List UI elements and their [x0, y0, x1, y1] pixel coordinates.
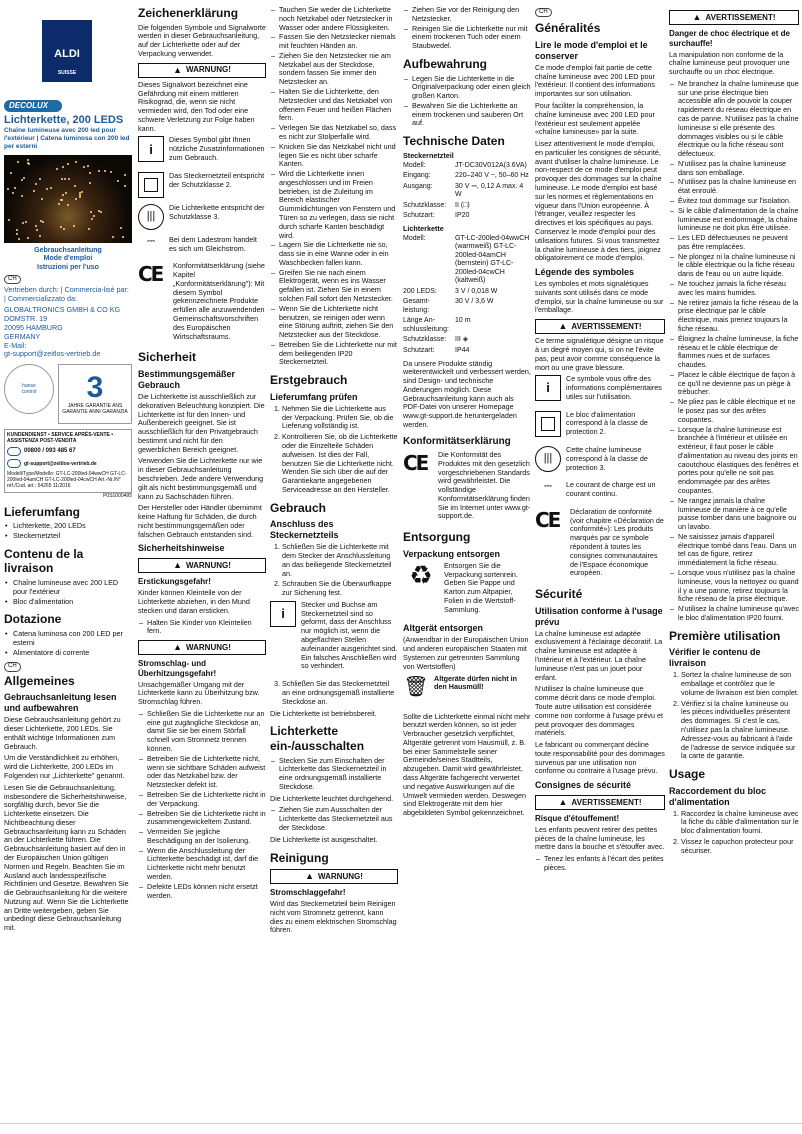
- column-1: [4, 6, 132, 936]
- warning-box: ▲ AVERTISSEMENT!: [669, 10, 799, 25]
- list-dotazione: • Catena luminosa con 200 LED per esterni • Alimentatore di corrente: [4, 630, 132, 657]
- led-dot: [35, 183, 37, 185]
- led-dot: [90, 211, 92, 213]
- heading-konformitaet: Konformitätserklärung: [403, 435, 511, 447]
- led-dot: [14, 187, 16, 189]
- list: – Ne branchez la chaîne lumineuse que sur une prise électrique bien accessible afin de pouvoir la couper rapidement du réseau électrique en cas de panne. N'utilisez pas la chaîne lumineuse si elle présente des dommages visibles ou si le câble électrique ou la fiche réseau sont défectueux. – N'utilisez pas la chaîne lumineuse dans son emballage. – N'utilisez pas la chaîne lumineuse en état enroulé. – Évitez tout dommage sur l'isolation. – Si le câble d'alimentation de la chaîne lumineuse est endommagé, la chaîne lumineuse ne doit plus être utilisée. – Les LED défectueuses ne peuvent pas être remplacées. – Ne plongez ni la chaîne lumineuse ni le câble électrique ou la fiche réseau dans de l'eau ou un autre liquide. – Ne touchez jamais la fiche réseau avec les mains humides. – Ne retirez jamais la fiche réseau de la prise électrique par le câble électrique, mais prenez toujours la fiche réseau. – Éloignez la chaîne lumineuse, la fiche réseau et le câble électrique de flammes nues et de surfaces chaudes. – Placez le câble électrique de façon à ce qu'il ne devienne pas un piège à trébucher. – Ne pliez pas le câble électrique et ne le posez pas sur des arêtes coupantes. – Lorsque la chaîne lumineuse est branchée à l'intérieur et utilisée en extérieur, il faut poser le câble d'alimentation au niveau des joints en caoutchouc élastiques des fenêtres et portes pour qu'elle ne soit pas endommagée par des arêtes coupantes. – Ne rangez jamais la chaîne lumineuse de manière à ce qu'elle puisse tomber dans une baignoire ou un lavabo. – Ne saisissez jamais d'appareil électrique tombé dans l'eau. Dans un tel cas de figure, retirez immédiatement la fiche réseau. – Lorsque vous n'utilisez pas la chaîne lumineuse, vous la nettoyez ou quand il y a une panne, retirez toujours la fiche réseau de la prise électrique. – N'utilisez la chaîne lumineuse qu'avec le bloc d'alimentation IP20 fourni.: [669, 80, 799, 623]
- heading-allgemeines: Allgemeines: [4, 673, 75, 688]
- led-dot: [117, 180, 119, 182]
- protection-class-2-icon: [535, 411, 561, 437]
- led-dot: [120, 227, 122, 229]
- warning-triangle-icon: ▲: [692, 12, 702, 23]
- heading-zeichen: Zeichenerklärung: [138, 6, 239, 20]
- list: – Halten Sie Kinder von Kleinteilen fern.: [138, 619, 266, 637]
- led-dot: [75, 161, 77, 163]
- symbol-text: Die Lichterkette entspricht der Schutzklasse 3.: [169, 202, 265, 221]
- led-dot: [22, 222, 24, 224]
- heading-legende: Légende des symboles: [535, 267, 635, 278]
- heading-erstickung: Erstickungsgefahr!: [138, 577, 211, 587]
- heading-aufbewahrung: Aufbewahrung: [403, 56, 487, 71]
- dc-current-icon: ⎓: [544, 481, 552, 493]
- symbol-text: Le bloc d'alimentation correspond à la classe de protection 2.: [566, 409, 648, 437]
- protection-class-2-icon: [138, 172, 164, 198]
- heading-verifier: Vérifier le contenu de livraison: [669, 647, 761, 669]
- email-link[interactable]: gt-support@zeitlos-vertrieb.de: [4, 349, 101, 359]
- symbol-text: Cette chaîne lumineuse correspond à la classe de protection 3.: [566, 444, 648, 472]
- numbered-list: 1. Sortez la chaîne lumineuse de son emballage et contrôlez que le volume de livraison est bien complet. 2. Vérifiez si la chaîne lumineuse ou les pièces individuelles présentent des dommages. Si c'est le cas, n'utilisez pas la chaîne lumineuse. Adressez-vous au fabricant à l'aide de l'adresse de service indiquée sur la carte de garantie.: [681, 671, 799, 761]
- led-dot: [56, 168, 58, 170]
- paragraph: Unsachgemäßer Umgang mit der Lichterkette kann zu Überhitzung bzw. Stromschlag führen.: [138, 679, 260, 707]
- led-dot: [74, 185, 76, 187]
- led-dot: [23, 177, 25, 179]
- warning-triangle-icon: ▲: [173, 64, 183, 75]
- heading-verpackung: Verpackung entsorgen: [403, 548, 501, 559]
- led-dot: [62, 194, 64, 196]
- led-dot: [12, 192, 14, 194]
- heading-strom: Stromschlag- und Überhitzungsgefahr!: [138, 659, 217, 678]
- warning-box: ▲ AVERTISSEMENT!: [535, 795, 665, 810]
- led-dot: [61, 178, 63, 180]
- led-dot: [110, 171, 112, 173]
- led-dot: [46, 188, 48, 190]
- warning-triangle-icon: ▲: [305, 871, 315, 882]
- paragraph: La chaîne lumineuse est adaptée exclusivement à l'éclairage décoratif. La chaîne lumineuse est adaptée à l'intérieur et à l'extérieur. La chaîne lumineuse n'est pas un jouet pour enfant.: [535, 628, 663, 682]
- warning-box: ▲ AVERTISSEMENT!: [535, 319, 665, 334]
- list: – Ziehen Sie zum Ausschalten der Lichterkette das Steckernetzteil aus der Steckdose.: [270, 806, 398, 832]
- protection-class-3-icon: |||: [138, 204, 164, 230]
- heading-technische-daten: Technische Daten: [403, 134, 505, 149]
- led-dot: [75, 198, 77, 200]
- page-bottom-rule: [0, 1123, 802, 1124]
- guarantee-badge: 3 JAHRE GARANTIE ANS GARANTIE ANNI GARANZIA: [58, 364, 132, 424]
- manual-title-it: Istruzioni per l'uso: [37, 263, 99, 271]
- numbered-list: 1. Schließen Sie die Lichterkette mit dem Stecker der Anschlussleitung an das beiliegende Steckernetzteil an. 2. Schrauben Sie die Überwurfkappe zur Sicherung fest.: [282, 543, 398, 598]
- heading-lire: Lire le mode d'emploi et le conserver: [535, 39, 648, 61]
- led-dot: [7, 188, 9, 190]
- led-dot: [21, 195, 23, 197]
- protection-class-3-icon: |||: [535, 446, 561, 472]
- led-dot: [100, 211, 102, 213]
- led-dot: [39, 178, 41, 180]
- paragraph: Die folgenden Symbole und Signalworte werden in dieser Gebrauchsanleitung, auf der Lichterkette oder auf der Verpackung verwendet.: [138, 22, 266, 58]
- column-6: [669, 6, 799, 859]
- ce-mark-icon: CE: [535, 507, 560, 532]
- tech-table-lichterkette: Modell: GT-LC-200led-04wwCH (warmweiß) GT-LC-200led-04amCH (bernstein) GT-LC-200led-04cwCH (kaltweiß) 200 LEDS: 3 V / 0,018 W Gesamt-leistung: 30 V / 3,6 W Länge An-schlussleitung: 10 m Schutzklasse: III ◈ Schutzart: IP44: [403, 234, 530, 354]
- crossed-bin-icon: 🗑: [403, 675, 429, 698]
- led-dot: [27, 159, 29, 161]
- symbol-text: Bei dem Ladestrom handelt es sich um Gleichstrom.: [169, 234, 257, 253]
- led-dot: [50, 187, 52, 189]
- subheading-stecker: Steckernetzteil: [403, 150, 454, 160]
- heading-securite: Sécurité: [535, 587, 583, 602]
- product-subtitle: Chaîne lumineuse avec 200 led pour l'extérieur | Catena luminosa con 200 led per esterni: [4, 127, 130, 150]
- heading-hinweise: Sicherheitshinweise: [138, 543, 225, 554]
- list-contenu: • Chaîne lumineuse avec 200 LED pour l'extérieur • Bloc d'alimentation: [4, 579, 132, 606]
- led-dot: [8, 219, 10, 221]
- paragraph: Die Lichterkette ist ausgeschaltet.: [270, 834, 378, 844]
- numbered-list: 1. Raccordez la chaîne lumineuse avec la fiche du câble d'alimentation sur le bloc d'alimentation fourni. 2. Vissez le capuchon protecteur pour sécuriser.: [681, 810, 799, 856]
- heading-sicherheit: Sicherheit: [138, 350, 197, 365]
- column-2: [138, 6, 266, 903]
- led-dot: [42, 221, 44, 223]
- warning-box: ▲ WARNUNG!: [138, 558, 266, 573]
- led-dot: [27, 237, 29, 239]
- list: – Tauchen Sie weder die Lichterkette noch Netzkabel oder Netzstecker in Wasser oder andere Flüssigkeiten. – Fassen Sie den Netzstecker niemals mit feuchten Händen an. – Ziehen Sie den Netzstecker nie am Netzkabel aus der Steckdose, sondern fassen Sie immer den Netzstecker an. – Halten Sie die Lichterkette, den Netzstecker und das Netzkabel von offenem Feuer und heißen Flächen fern. – Verlegen Sie das Netzkabel so, dass es nicht zur Stolperfalle wird. – Knicken Sie das Netzkabel nicht und legen Sie es nicht über scharfe Kanten. – Wird die Lichterkette innen angeschlossen und im Freien betrieben, ist die Zuleitung im Bereich elastischer Gummidichtungen von Fenstern und Türen so zu verlegen, dass sie nicht durch scharfe Kanten beschädigt wird. – Lagern Sie die Lichterkette nie so, dass sie in eine Wanne oder in ein Waschbecken fallen kann. – Greifen Sie nie nach einem Elektrogerät, wenn es ins Wasser gefallen ist. Ziehen Sie in einem solchen Fall sofort den Netzstecker. – Wenn Sie die Lichterkette nicht benutzen, sie reinigen oder wenn eine Störung auftritt, ziehen Sie den Netzstecker aus der Steckdose. – Betreiben Sie die Lichterkette nur mit dem beiliegenden IP20 Steckernetzteil.: [270, 6, 398, 367]
- heading-einaus: Lichterkette ein-/ausschalten: [270, 724, 365, 753]
- paragraph: (Anwendbar in der Europäischen Union und anderen europäischen Staaten mit Systemen zur getrennten Sammlung von Wertstoffen): [403, 635, 529, 671]
- led-dot: [73, 225, 75, 227]
- led-dot: [63, 228, 65, 230]
- led-dot: [88, 228, 90, 230]
- heading-stromschlag: Stromschlaggefahr!: [270, 888, 346, 898]
- led-dot: [10, 172, 12, 174]
- heading-lieferumfang: Lieferumfang: [4, 504, 81, 519]
- led-dot: [124, 185, 126, 187]
- led-dot: [35, 225, 37, 227]
- column-3: [270, 6, 398, 938]
- heading-generalites: Généralités: [535, 21, 601, 36]
- heading-lesen: Gebrauchsanleitung lesen und aufbewahren: [4, 692, 117, 714]
- led-dot: [17, 161, 19, 163]
- led-dot: [87, 165, 89, 167]
- heading-contenu: Contenu de la livraison: [4, 546, 84, 576]
- led-dot: [112, 236, 114, 238]
- paragraph: Wird das Steckernetzteil beim Reinigen nicht vom Stromnetz getrennt, kann dies zu einem elektrischen Stromschlag führen.: [270, 898, 397, 935]
- paragraph: Um die Verständlichkeit zu erhöhen, wird die Lichterkette, 200 LEDs im Folgenden nur „Lichterkette" genannt.: [4, 753, 125, 780]
- paragraph: Diese Gebrauchsanleitung gehört zu dieser Lichterkette, 200 LEDs. Sie enthält wichtige Informationen zum Gebrauch.: [4, 715, 121, 751]
- paragraph: Stecker und Buchse am Steckernetzteil sind so geformt, dass der Anschluss nur möglich ist, wenn die abgeflachten Stellen aufeinander ausgerichtet sind. Ein falsches Anschließen wird so verhindert.: [301, 599, 398, 671]
- heading-raccordement: Raccordement du bloc d'alimentation: [669, 785, 767, 807]
- paragraph: Kinder können Kleinteile von der Lichterkette abziehen, in den Mund stecken und daran ersticken.: [138, 588, 250, 615]
- country-badge: CH: [4, 662, 21, 671]
- paragraph: Entsorgen Sie die Verpackung sortenrein. Geben Sie Pappe und Karton zum Altpapier, Folien in die Wertstoff-Sammlung.: [444, 560, 518, 614]
- led-dot: [122, 236, 124, 238]
- led-dot: [81, 191, 83, 193]
- paragraph: Ce mode d'emploi fait partie de cette chaîne lumineuse avec 200 LED pour l'extérieur. Il contient des informations importantes sur son utilisation.: [535, 62, 656, 99]
- warning-triangle-icon: ▲: [173, 642, 183, 653]
- warning-box: ▲ WARNUNG!: [138, 63, 266, 78]
- ce-mark-icon: CE: [403, 450, 428, 475]
- led-dot: [67, 204, 69, 206]
- heading-consignes: Consignes de sécurité: [535, 780, 632, 791]
- warning-triangle-icon: ▲: [173, 560, 183, 571]
- led-dot: [25, 221, 27, 223]
- country-badge: CH: [535, 8, 552, 17]
- symbol-text: Das Steckernetzteil entspricht der Schutzklasse 2.: [169, 170, 265, 189]
- product-code: P0S1000495: [103, 492, 132, 499]
- led-dot: [64, 178, 66, 180]
- paragraph: Pour faciliter la compréhension, la chaîne lumineuse avec 200 LED pour l'extérieur est seulement appelée «chaîne lumineuse» par la suite.: [535, 101, 655, 137]
- paragraph: Da unsere Produkte ständig weiterentwickelt und verbessert werden, sind Design- und technische Änderungen möglich. Diese Gebrauchsanleitung kann auch als PDF-Datei von unserer Homepage www.gt-support.de heruntergeladen werden.: [403, 358, 531, 429]
- heading-risque: Risque d'étouffement!: [535, 814, 620, 824]
- heading-danger: Danger de choc électrique et de surchauffe!: [669, 29, 790, 48]
- recycling-icon: ♻: [409, 559, 433, 590]
- paragraph: Die Konformität des Produktes mit den gesetzlich vorgeschriebenen Standards wird gewährleistet. Die vollständige Konformitätserklärung finden Sie im Internet unter www.gt-support.de.: [438, 449, 531, 521]
- dc-current-icon: ⎓: [147, 235, 155, 247]
- info-icon: i: [138, 136, 164, 162]
- info-icon: i: [270, 601, 296, 627]
- list-lieferumfang: • Lichterkette, 200 LEDs • Steckernetzteil: [4, 522, 132, 541]
- led-dot: [40, 220, 42, 222]
- column-5: [535, 6, 665, 876]
- led-dot: [65, 192, 67, 194]
- symbol-text: Konformitätserklärung (siehe Kapitel „Konformitätserklärung"): Mit diesem Symbol gekennzeichnete Produkte erfüllen alle anzuwendenden Gemeinschaftsvorschriften des Europäischen Wirtschaftsraums.: [173, 261, 265, 341]
- heading-usage: Usage: [669, 767, 706, 782]
- led-dot: [16, 229, 18, 231]
- led-dot: [41, 198, 43, 200]
- warning-box: ▲ WARNUNG!: [138, 640, 266, 655]
- led-dot: [67, 163, 69, 165]
- manual-title-de: Gebrauchsanleitung: [34, 246, 102, 254]
- led-dot: [89, 172, 91, 174]
- led-dot: [39, 235, 41, 237]
- aldi-logo: ALDI SUISSE: [42, 20, 92, 82]
- led-dot: [58, 203, 60, 205]
- led-dot: [93, 215, 95, 217]
- led-dot: [68, 178, 70, 180]
- address: GLOBALTRONICS GMBH & CO KG DOMSTR. 19 20095 HAMBURG GERMANY: [4, 305, 121, 341]
- paragraph: Les enfants peuvent retirer des petites pièces de la chaîne lumineuse, les mettre dans la bouche et s'étouffer avec.: [535, 824, 665, 852]
- list: – Stecken Sie zum Einschalten der Lichterkette das Steckernetzteil in eine ordnungsgemäß installierte Steckdose.: [270, 757, 398, 792]
- led-dot: [60, 226, 62, 228]
- led-dot: [89, 182, 91, 184]
- email-label: E-Mail:: [4, 340, 27, 350]
- paragraph: Altgeräte dürfen nicht in den Hausmüll!: [434, 673, 518, 692]
- heading-bestimmung: Bestimmungsgemäßer Gebrauch: [138, 369, 236, 390]
- paragraph: Lisez attentivement le mode d'emploi, en particulier les consignes de sécurité, avant d'utiliser la chaîne lumineuse. Le non-respect de ce mode d'emploi peut provoquer des dommages sur la chaîne lumineuse. Le mode d'emploi est basé sur les normes et règlementations en vigueur dans l'Union européenne. À l'étranger, veuillez respecter les directives et lois spécifiques au pays. Conservez le mode d'emploi pour des utilisations futures. Si vous transmettez la chaîne lumineuse à des tiers, joignez obligatoirement ce mode d'emploi.: [535, 139, 662, 263]
- heading-altgeraet: Altgerät entsorgen: [403, 623, 484, 634]
- list: – Tenez les enfants à l'écart des petites pièces.: [535, 855, 665, 873]
- paragraph: Der Hersteller oder Händler übernimmt keine Haftung für Schäden, die durch nicht bestimmungsgemäßen oder falschen Gebrauch entstanden sind.: [138, 503, 262, 539]
- led-dot: [104, 170, 106, 172]
- symbol-text: Ce symbole vous offre des informations complémentaires utiles sur l'utilisation.: [566, 374, 662, 401]
- product-photo: [4, 155, 132, 243]
- heading-gebrauch: Gebrauch: [270, 500, 327, 515]
- country-badge: CH: [4, 275, 21, 284]
- column-4: [403, 6, 531, 821]
- symbol-text: Déclaration de conformité (voir chapitre «Déclaration de conformité»): Les produits marqués par ce symbole répondent à toutes les consignes communautaires de l'Espace économique européen.: [570, 506, 664, 578]
- warning-triangle-icon: ▲: [558, 321, 568, 332]
- heading-premiere: Première utilisation: [669, 628, 781, 643]
- paragraph: Ce terme signalétique désigne un risque à un degré moyen qui, si on ne l'évite pas, peut avoir comme conséquence la mort ou une grave blessure.: [535, 336, 664, 372]
- numbered-list: 1. Nehmen Sie die Lichterkette aus der Verpackung. Prüfen Sie, ob die Lieferung vollständig ist. 2. Kontrollieren Sie, ob die Lichterkette oder die Einzelteile Schäden aufweisen. Ist dies der Fall, benutzen Sie die Lichterkette nicht. Wenden Sie sich über die auf der Garantiekarte angegebenen Serviceadresse an den Hersteller.: [282, 405, 398, 495]
- paragraph: Sollte die Lichterkette einmal nicht mehr benutzt werden können, so ist jeder Verbraucher gesetzlich verpflichtet, Altgeräte getrennt vom Hausmüll, z. B. bei einer Sammelstelle seiner Gemeinde/seines Stadtteils, abzugeben. Damit wird gewährleistet, dass Altgeräte fachgerecht verwertet und negative Auswirkungen auf die Umwelt vermieden werden. Deswegen sind Elektrogeräte mit dem hier abgebildeten Symbol gekennzeichnet.: [403, 711, 531, 818]
- paragraph: La manipulation non conforme de la chaîne lumineuse peut provoquer une surchauffe ou un choc électrique.: [669, 49, 790, 77]
- led-dot: [83, 166, 85, 168]
- list: – Schließen Sie die Lichterkette nur an eine gut zugängliche Steckdose an, damit Sie sie bei einem Störfall schnell vom Stromnetz trennen können. – Betreiben Sie die Lichterkette nicht, wenn sie sichtbare Schäden aufweist oder das Netzkabel bzw. der Netzstecker defekt ist. – Betreiben Sie die Lichterkette nicht in der Verpackung. – Betreiben Sie die Lichterkette nicht in zusammengewickeltem Zustand. – Vermeiden Sie jegliche Beschädigung an der Isolierung. – Wenn die Anschlussleitung der Lichterkette beschädigt ist, darf die Lichterkette nicht mehr benutzt werden. – Defekte LEDs können nicht ersetzt werden.: [138, 710, 266, 900]
- subheading-lichterkette: Lichterkette: [403, 223, 444, 233]
- heading-anschluss: Anschluss des Steckernetzteils: [270, 519, 339, 541]
- web-icon: [7, 459, 21, 468]
- paragraph: Die Lichterkette leuchtet durchgehend.: [270, 793, 394, 803]
- warning-box: ▲ WARNUNG!: [270, 869, 398, 884]
- numbered-list: 3. Schließen Sie das Steckernetzteil an eine ordnungsgemäß installierte Steckdose an.: [282, 680, 398, 706]
- paragraph: Die Lichterkette ist betriebsbereit.: [270, 708, 377, 718]
- led-dot: [79, 196, 81, 198]
- heading-reinigung: Reinigung: [270, 850, 329, 865]
- led-dot: [16, 233, 18, 235]
- paragraph: Die Lichterkette ist ausschließlich zur dekorativen Beleuchtung konzipiert. Die Lichterkette ist für den Innen- und Außenbereich geeignet. Sie ist ausschließlich für den Privatgebrauch bestimmt und nicht für den gewerblichen Bereich geeignet.: [138, 391, 265, 454]
- list: – Legen Sie die Lichterkette in die Originalverpackung oder einen gleich großen Karton. – Bewahren Sie die Lichterkette an einem trockenen und sauberen Ort auf.: [403, 75, 531, 129]
- led-dot: [62, 166, 64, 168]
- list: – Ziehen Sie vor der Reinigung den Netzstecker. – Reinigen Sie die Lichterkette nur mit einem trockenen Tuch oder einem Staubwedel.: [403, 6, 531, 51]
- tech-table-netzteil: Modell: JT-DC30V012A(3.6VA) Eingang: 220–240 V ~, 50–60 Hz Ausgang: 30 V ⎓, 0,12 A max. 4 W Schutzklasse: II (□) Schutzart: IP20: [403, 161, 529, 220]
- paragraph: Lesen Sie die Gebrauchsanleitung, insbesondere die Sicherheitshinweise, sorgfältig durch, bevor Sie die Lichterkette einsetzen. Die Nichtbeachtung dieser Gebrauchsanleitung kann zu Schäden an der Lichterkette führen. Die Gebrauchsanleitung basiert auf den in der Europäischen Union gültigen Normen und Regeln. Beachten Sie im Ausland auch landesspezifische Richtlinien und Gesetze. Bewahren Sie die Gebrauchsanleitung für die weitere Nutzung auf. Wenn Sie die Lichterkette an Dritte weitergeben, geben Sie unbedingt diese Gebrauchsanleitung mit.: [4, 782, 129, 933]
- heading-entsorgung: Entsorgung: [403, 530, 471, 545]
- led-dot: [33, 190, 35, 192]
- led-dot: [98, 170, 100, 172]
- led-dot: [91, 218, 93, 220]
- product-title: Lichterkette, 200 LEDS: [4, 113, 124, 126]
- heading-erstgebrauch: Erstgebrauch: [270, 373, 348, 388]
- paragraph: Les symboles et mots signalétiques suivants sont utilisés dans ce mode d'emploi, sur la chaîne lumineuse ou sur l'emballage.: [535, 279, 664, 315]
- led-dot: [18, 238, 20, 240]
- info-icon: i: [535, 375, 561, 401]
- service-box: KUNDENDIENST • SERVICE APRÈS-VENTE • ASSISTENZA POST-VENDITA 00800 / 093 485 67 gt-support@zeitlos-vertrieb.de Modell/Type/Modello: GT-LC-200led-04wwCH GT-LC-200led-04amCH GT-LC-200led-04cwCH Art.-Nr./N° réf./Cod. art.: 54265 11/2016: [4, 429, 132, 492]
- paragraph: N'utilisez la chaîne lumineuse que comme décrit dans ce mode d'emploi. Toute autre utilisation est considérée comme non conforme à l'usage prévu et peut provoquer des dommages matériels.: [535, 684, 664, 738]
- symbol-text: Le courant de charge est un courant continu.: [566, 480, 656, 499]
- heading-dotazione: Dotazione: [4, 612, 62, 627]
- manual-title-fr: Mode d'emploi: [43, 255, 93, 263]
- distributor-label: Vertrieben durch: | Commercia-lisé par: | Commercializzato da:: [4, 284, 129, 303]
- paragraph: Verwenden Sie die Lichterkette nur wie in dieser Gebrauchsanleitung beschrieben. Jede andere Verwendung gilt als nicht bestimmungsgemäß und kann zu Sachschäden führen.: [138, 456, 264, 501]
- led-dot: [124, 174, 126, 176]
- heading-pruefen: Lieferumfang prüfen: [270, 391, 358, 402]
- warning-triangle-icon: ▲: [558, 797, 568, 808]
- led-dot: [21, 179, 23, 181]
- paragraph: Dieses Signalwort bezeichnet eine Gefährdung mit einem mittleren Risikograd, die, wenn sie nicht vermieden wird, den Tod oder eine schwere Verletzung zur Folge haben kann.: [138, 79, 255, 133]
- phone-icon: [7, 447, 21, 456]
- ce-mark-icon: CE: [138, 262, 163, 287]
- paragraph: Le fabricant ou commerçant décline toute responsabilité pour des dommages survenus par une utilisation non conforme ou contraire à l'usage prévu.: [535, 740, 665, 776]
- heading-utilisation: Utilisation conforme à l'usage prévu: [535, 605, 663, 627]
- symbol-text: Dieses Symbol gibt Ihnen nützliche Zusatzinformationen zum Gebrauch.: [169, 135, 265, 162]
- decolux-logo: DECOLUX: [4, 100, 62, 112]
- award-seal-icon: hanse control: [4, 364, 54, 414]
- led-dot: [36, 229, 38, 231]
